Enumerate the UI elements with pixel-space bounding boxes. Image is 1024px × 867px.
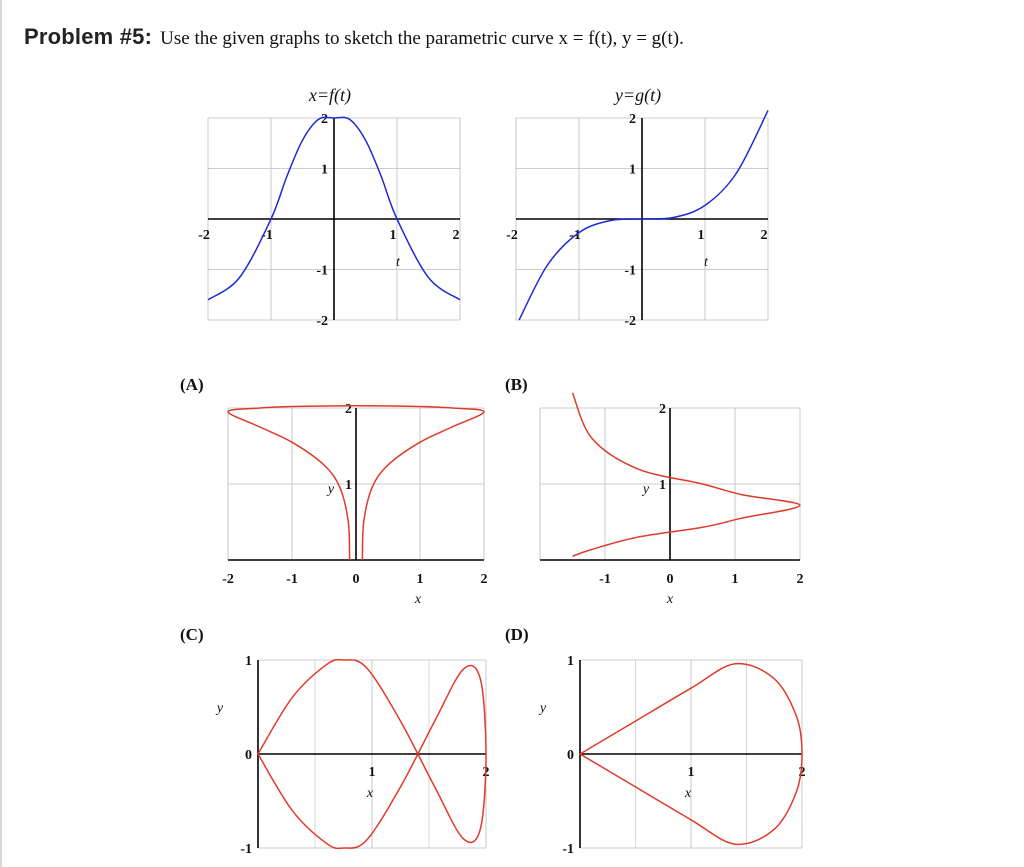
curve-B: [573, 393, 801, 556]
y-tick-label: -2: [624, 314, 636, 329]
graph-title: y=g(t): [614, 85, 662, 105]
x-axis-label: x: [684, 786, 692, 801]
x-tick-label: 2: [452, 228, 460, 243]
x-tick-label: 1: [731, 572, 739, 587]
y-tick-label: -2: [316, 314, 328, 329]
y-tick-label: 1: [567, 654, 574, 669]
x-axis-label: t: [704, 255, 708, 270]
x-axis-label: x: [414, 592, 422, 607]
y-tick-label: 1: [245, 654, 252, 669]
y-tick-label: 1: [629, 162, 636, 178]
option-label: (D): [505, 625, 529, 644]
problem-statement: Use the given graphs to sketch the parametric curve x = f(t), y = g(t).: [160, 28, 684, 49]
y-tick-label: 1: [659, 478, 666, 493]
y-axis-label: y: [642, 482, 650, 497]
plot-g: [506, 85, 768, 329]
x-tick-label: -2: [198, 228, 210, 243]
x-tick-label: 0: [666, 572, 674, 587]
x-tick-label: -1: [569, 228, 581, 243]
option-label: (C): [180, 625, 204, 644]
plot-A: [180, 375, 488, 607]
x-tick-label: 2: [798, 765, 806, 780]
y-tick-label: 2: [659, 402, 666, 417]
y-tick-label: 0: [245, 748, 252, 763]
x-tick-label: -1: [261, 228, 273, 243]
x-tick-label: 1: [368, 765, 376, 780]
x-tick-label: -1: [286, 572, 298, 587]
y-axis-label: y: [327, 482, 335, 497]
option-label: (B): [505, 375, 528, 394]
y-tick-label: 2: [629, 112, 636, 127]
curve-g: [519, 110, 768, 320]
y-tick-label: 2: [345, 402, 352, 417]
y-tick-label: -1: [624, 263, 636, 279]
graph-title: x=f(t): [308, 85, 352, 105]
problem-label: Problem #5:: [24, 24, 153, 49]
y-tick-label: -1: [316, 263, 328, 279]
x-tick-label: 2: [480, 572, 488, 587]
plot-D: [505, 625, 806, 857]
x-tick-label: 1: [389, 228, 397, 243]
x-axis-label: x: [666, 592, 674, 607]
x-axis-label: x: [366, 786, 374, 801]
y-axis-label: y: [539, 701, 547, 716]
y-tick-label: 2: [321, 112, 328, 127]
x-tick-label: -1: [599, 572, 611, 587]
plot-C: [180, 625, 490, 857]
x-axis-label: t: [396, 255, 400, 270]
x-tick-label: 1: [687, 765, 695, 780]
y-tick-label: 0: [567, 748, 574, 763]
x-tick-label: -2: [506, 228, 518, 243]
plot-f: [198, 85, 460, 329]
y-tick-label: 1: [321, 162, 328, 178]
y-tick-label: -1: [562, 842, 574, 857]
y-tick-label: 1: [345, 478, 352, 493]
x-tick-label: 2: [760, 228, 768, 243]
x-tick-label: 2: [796, 572, 804, 587]
y-tick-label: -1: [240, 842, 252, 857]
x-tick-label: 1: [697, 228, 705, 243]
y-axis-label: y: [216, 701, 224, 716]
plot-B: [505, 375, 804, 607]
x-tick-label: 0: [352, 572, 360, 587]
option-label: (A): [180, 375, 204, 394]
x-tick-label: 2: [482, 765, 490, 780]
x-tick-label: -2: [222, 572, 234, 587]
x-tick-label: 1: [416, 572, 424, 587]
